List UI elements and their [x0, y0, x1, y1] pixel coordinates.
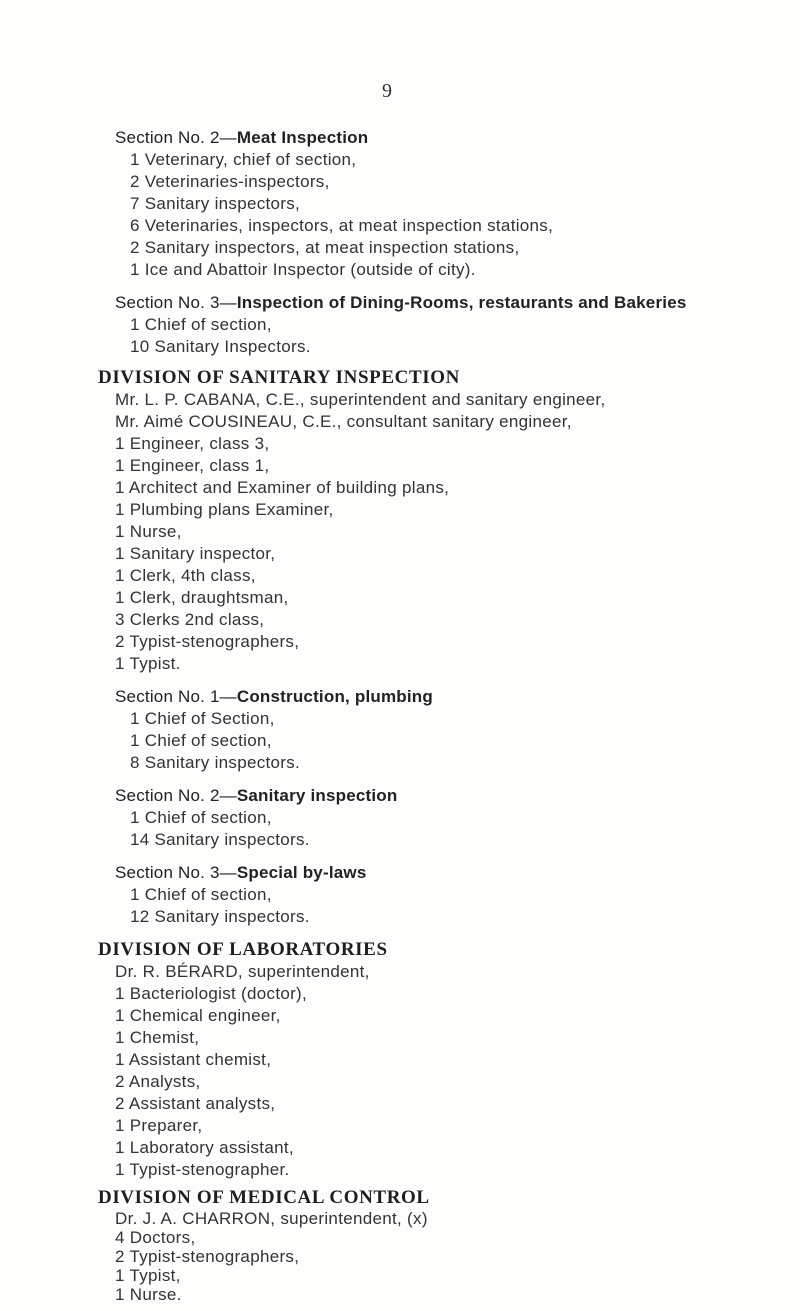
- list-item: 12 Sanitary inspectors.: [130, 907, 310, 926]
- page-number: 9: [382, 80, 392, 102]
- list-item: 1 Chemist,: [115, 1028, 200, 1047]
- list-item: 1 Ice and Abattoir Inspector (outside of city).: [130, 260, 476, 279]
- list-item: 1 Plumbing plans Examiner,: [115, 500, 334, 519]
- list-item: 1 Nurse,: [115, 522, 182, 541]
- section-heading-prefix: Section No. 3—: [115, 863, 237, 882]
- list-item: 1 Typist.: [115, 654, 181, 673]
- section-heading-prefix: Section No. 1—: [115, 687, 237, 706]
- list-item: 1 Clerk, draughtsman,: [115, 588, 289, 607]
- list-item: 1 Chemical engineer,: [115, 1006, 281, 1025]
- list-item: 1 Chief of Section,: [130, 709, 275, 728]
- list-item: 2 Analysts,: [115, 1072, 201, 1091]
- section-heading-title: Special by-laws: [236, 863, 367, 882]
- list-item: Dr. R. BÉRARD, superintendent,: [115, 962, 370, 981]
- section-heading-title: Meat Inspection: [236, 128, 369, 147]
- list-item: 10 Sanitary Inspectors.: [130, 337, 311, 356]
- list-item: 1 Nurse.: [115, 1285, 182, 1304]
- section-heading-construction: [115, 687, 433, 707]
- list-item: 2 Sanitary inspectors, at meat inspection stations,: [130, 238, 520, 257]
- section-heading-prefix: Section No. 3—: [115, 293, 237, 312]
- section-heading-special-bylaws: [115, 863, 366, 883]
- list-item: 1 Laboratory assistant,: [115, 1138, 294, 1157]
- list-item: 7 Sanitary inspectors,: [130, 194, 301, 213]
- list-item: 1 Veterinary, chief of section,: [130, 150, 357, 169]
- section-heading-title: Inspection of Dining-Rooms, restaurants and Bakeries: [236, 293, 687, 312]
- list-item: 2 Typist-stenographers,: [115, 1247, 300, 1266]
- list-item: 1 Engineer, class 1,: [115, 456, 270, 475]
- list-item: 14 Sanitary inspectors.: [130, 830, 310, 849]
- list-item: 1 Clerk, 4th class,: [115, 566, 256, 585]
- list-item: 1 Chief of section,: [130, 315, 272, 334]
- list-item: 2 Assistant analysts,: [115, 1094, 276, 1113]
- section-heading-title: Sanitary inspection: [236, 786, 398, 805]
- section-heading-title: Construction, plumbing: [236, 687, 433, 706]
- section-heading-dining-rooms: [115, 293, 687, 313]
- list-item: 2 Typist-stenographers,: [115, 632, 300, 651]
- list-item: 8 Sanitary inspectors.: [130, 753, 301, 772]
- list-item: Dr. J. A. CHARRON, superintendent, (x): [115, 1209, 428, 1228]
- list-item: 1 Chief of section,: [130, 731, 272, 750]
- list-item: Mr. Aimé COUSINEAU, C.E., consultant sanitary engineer,: [115, 412, 572, 431]
- section-heading-sanitary-inspection: [115, 786, 397, 806]
- list-item: 6 Veterinaries, inspectors, at meat inspection stations,: [130, 216, 554, 235]
- list-item: 1 Typist-stenographer.: [115, 1160, 290, 1179]
- section-heading-prefix: Section No. 2—: [115, 786, 237, 805]
- list-item: 1 Assistant chemist,: [115, 1050, 272, 1069]
- list-item: 1 Chief of section,: [130, 808, 272, 827]
- list-item: 1 Typist,: [115, 1266, 181, 1285]
- section-heading-meat-inspection: [115, 128, 368, 148]
- list-item: 4 Doctors,: [115, 1228, 196, 1247]
- list-item: 1 Preparer,: [115, 1116, 203, 1135]
- list-item: Mr. L. P. CABANA, C.E., superintendent and sanitary engineer,: [115, 390, 606, 409]
- list-item: 1 Chief of section,: [130, 885, 272, 904]
- division-heading-medical-control: DIVISION OF MEDICAL CONTROL: [98, 1187, 430, 1208]
- division-heading-laboratories: DIVISION OF LABORATORIES: [98, 939, 388, 960]
- list-item: 1 Engineer, class 3,: [115, 434, 270, 453]
- list-item: 1 Sanitary inspector,: [115, 544, 276, 563]
- division-heading-sanitary-inspection: DIVISION OF SANITARY INSPECTION: [98, 367, 460, 388]
- list-item: 2 Veterinaries-inspectors,: [130, 172, 330, 191]
- section-heading-prefix: Section No. 2—: [115, 128, 237, 147]
- list-item: 1 Architect and Examiner of building plans,: [115, 478, 450, 497]
- list-item: 1 Bacteriologist (doctor),: [115, 984, 308, 1003]
- list-item: 3 Clerks 2nd class,: [115, 610, 265, 629]
